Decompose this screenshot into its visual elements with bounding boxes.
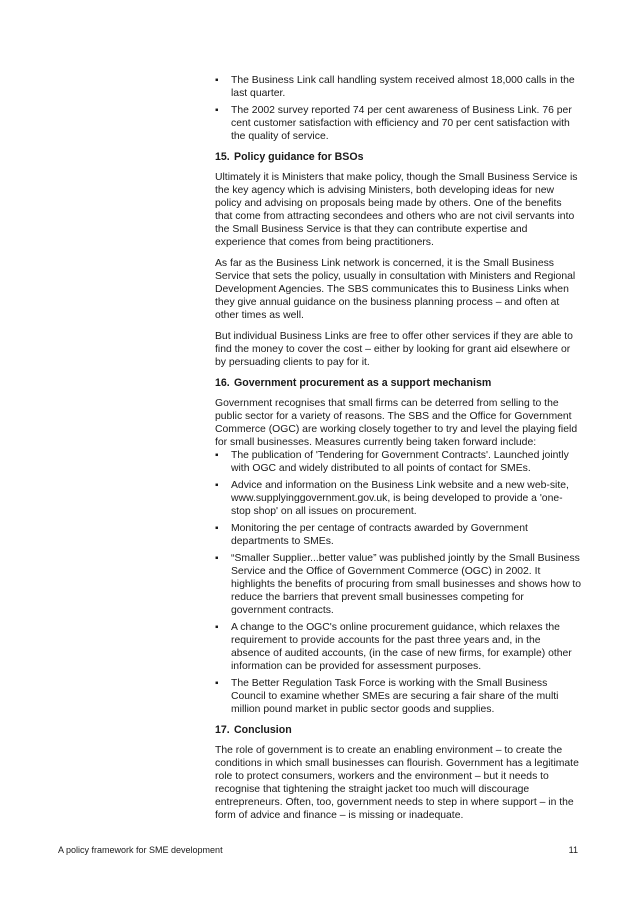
section-number: 16.	[215, 377, 230, 389]
bullet-item: ▪ The 2002 survey reported 74 per cent awareness of Business Link. 76 per cent customer satisfaction with efficiency and 70 per cent satisfaction with the quality of service.	[215, 104, 581, 143]
section-number: 17.	[215, 724, 230, 736]
section-15-heading	[215, 151, 581, 164]
paragraph: But individual Business Links are free to offer other services if they are able to find the money to cover the cost – either by looking for grant aid elsewhere or by persuading clients to pay for it.	[215, 331, 573, 368]
section-number: 15.	[215, 151, 230, 163]
procurement-bullet-list	[215, 449, 581, 716]
paragraph: The role of government is to create an enabling environment – to create the conditions in which small businesses can flourish. Government has a legitimate role to protect consumers, workers and the environment – but it needs to recognise that tightening the straight jacket too much will discourage entrepreneurs. Often, too, government needs to step in where support – in the form of advice and finance – is missing or inadequate.	[215, 745, 579, 821]
page-number: 11	[568, 845, 578, 855]
bullet-item: ▪ Advice and information on the Business Link website and a new web-site, www.supplyinggovernment.gov.uk, is being developed to provide a 'one-stop shop' on all issues on procurement.	[215, 479, 581, 518]
bullet-item: ▪ “Smaller Supplier...better value” was published jointly by the Small Business Service and the Office of Government Commerce (OGC) in 2002. It highlights the benefits of procuring from small businesses and shows how to reduce the barriers that prevent small businesses competing for government contracts.	[215, 552, 581, 617]
section-title: Conclusion	[234, 724, 292, 736]
section-17-heading	[215, 724, 581, 737]
paragraph: Ultimately it is Ministers that make policy, though the Small Business Service is the key agency which is advising Ministers, both developing ideas for new policy and advising on proposals being made by others. One of the benefits that come from attracting secondees and others who are not civil servants into the Small Business Service is that they can contribute expertise and experience that comes from being practitioners.	[215, 172, 578, 248]
bullet-item: ▪ The publication of 'Tendering for Government Contracts'. Launched jointly with OGC and widely distributed to all points of contact for SMEs.	[215, 449, 581, 475]
bullet-item: ▪ Monitoring the per centage of contracts awarded by Government departments to SMEs.	[215, 522, 581, 548]
bullet-item: ▪ The Better Regulation Task Force is working with the Small Business Council to examine whether SMEs are securing a fair share of the multi million pound market in public sector goods and supplies.	[215, 677, 581, 716]
section-title: Government procurement as a support mechanism	[234, 377, 492, 389]
paragraph: As far as the Business Link network is concerned, it is the Small Business Service that sets the policy, usually in consultation with Ministers and Regional Development Agencies. The SBS communicates this to Business Links when they give annual guidance on the business planning process – and often at other times as well.	[215, 258, 576, 321]
top-bullet-list	[215, 74, 581, 143]
main-column	[215, 74, 581, 830]
bullet-item: ▪ A change to the OGC's online procurement guidance, which relaxes the requirement to provide accounts for the past three years and, in the absence of audited accounts, (in the case of new firms, for example) other information can be provided for assessment purposes.	[215, 621, 581, 673]
page-footer	[58, 845, 578, 855]
section-16-heading	[215, 377, 581, 390]
footer-title: A policy framework for SME development	[58, 845, 223, 855]
bullet-item: ▪ The Business Link call handling system received almost 18,000 calls in the last quarter.	[215, 74, 581, 100]
section-title: Policy guidance for BSOs	[234, 151, 364, 163]
paragraph: Government recognises that small firms can be deterred from selling to the public sector for a variety of reasons. The SBS and the Office for Government Commerce (OGC) are working closely together to try and level the playing field for small businesses. Measures currently being taken forward include:	[215, 398, 578, 448]
